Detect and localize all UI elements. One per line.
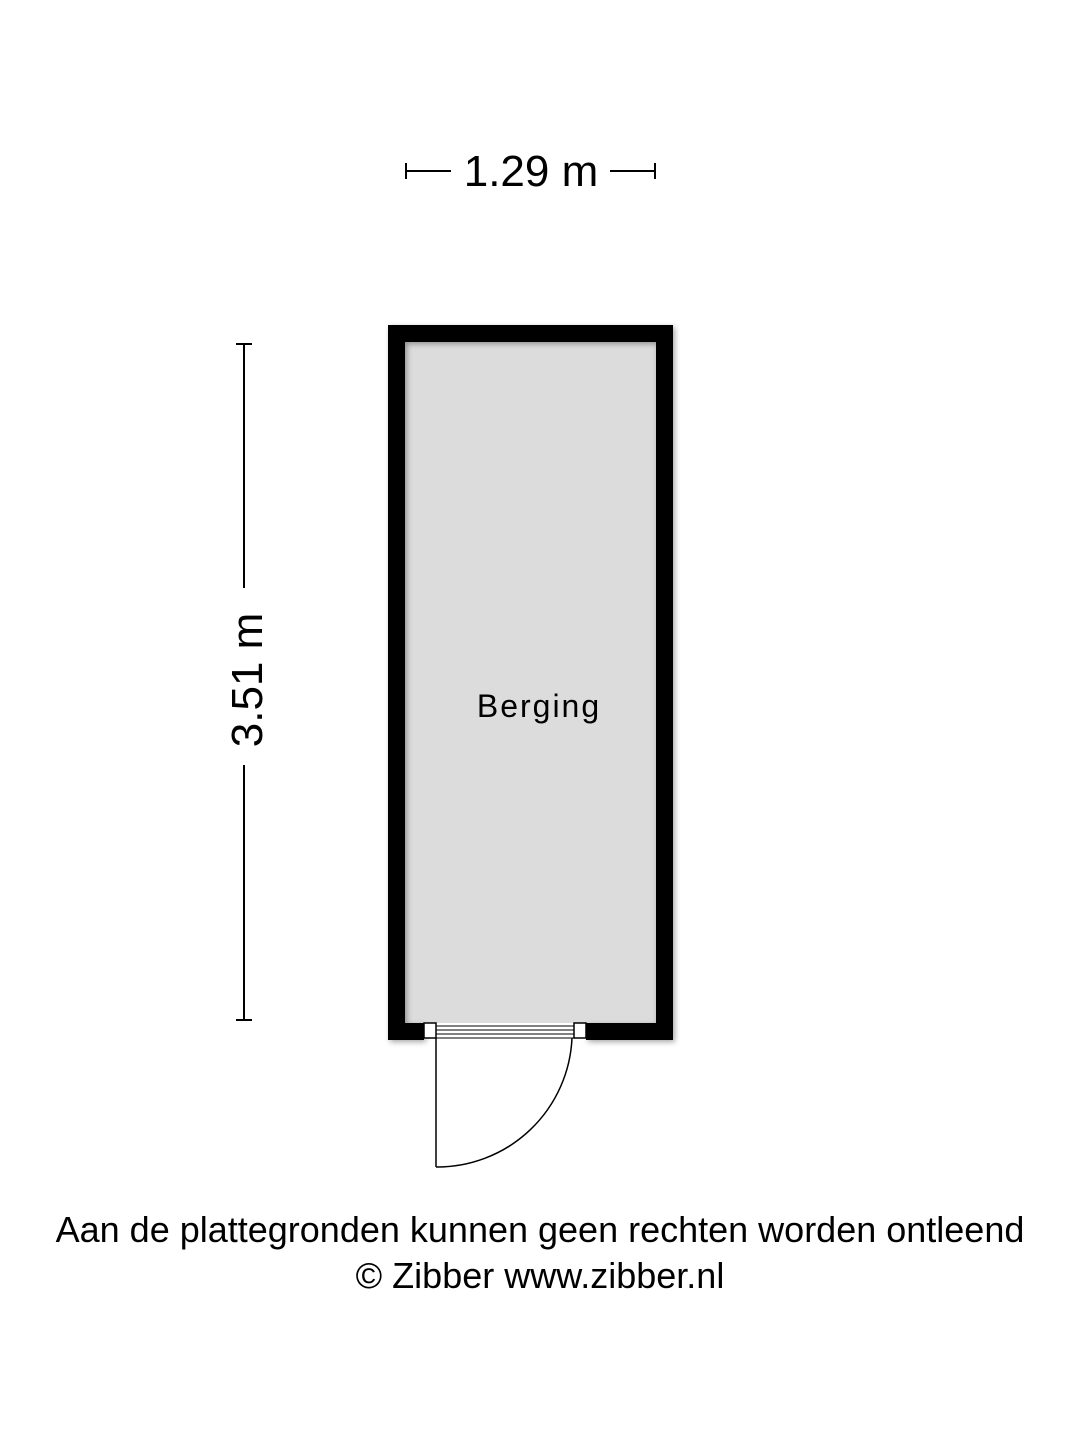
wall-bottom-left <box>388 1023 424 1040</box>
door <box>424 1023 586 1167</box>
wall-right <box>656 325 673 1040</box>
length-dimension-label: 3.51 m <box>223 612 272 748</box>
width-dimension <box>406 147 655 196</box>
copyright-credit: © Zibber www.zibber.nl <box>355 1255 725 1296</box>
disclaimer-text: Aan de plattegronden kunnen geen rechten worden ontleend <box>55 1209 1025 1250</box>
wall-top <box>388 325 673 342</box>
width-dimension-label: 1.29 m <box>463 147 599 196</box>
wall-bottom-right <box>586 1023 673 1040</box>
room-berging <box>388 325 673 1167</box>
wall-left <box>388 325 405 1040</box>
room-label: Berging <box>476 688 602 724</box>
length-dimension <box>223 344 272 1020</box>
door-swing-arc <box>436 1038 572 1167</box>
room-floor <box>405 342 656 1023</box>
door-frame-right <box>574 1023 586 1038</box>
door-frame-left <box>424 1023 436 1038</box>
